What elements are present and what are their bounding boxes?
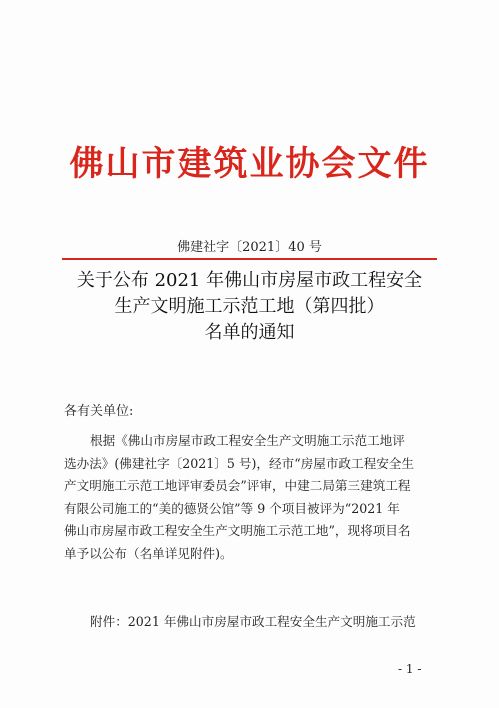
red-divider-line bbox=[62, 258, 437, 260]
document-header-title: 佛山市建筑业协会文件 bbox=[69, 144, 430, 184]
body-paragraph bbox=[64, 430, 436, 565]
notice-title-line: 关于公布 2021 年佛山市房屋市政工程安全 bbox=[76, 270, 423, 291]
body-line: 单予以公布（名单详见附件)。 bbox=[64, 545, 233, 561]
document-number: 佛建社字〔2021〕40 号 bbox=[177, 240, 322, 255]
body-line: 根据《佛山市房屋市政工程安全生产文明施工示范工地评 bbox=[90, 433, 405, 448]
notice-title bbox=[0, 268, 499, 346]
attachment-line: 附件：2021 年佛山市房屋市政工程安全生产文明施工示范 bbox=[90, 614, 416, 629]
body-line: 佛山市房屋市政工程安全生产文明施工示范工地”，现将项目名 bbox=[64, 523, 411, 538]
body-line: 有限公司施工的“美的德贤公馆”等 9 个项目被评为“2021 年 bbox=[64, 500, 400, 516]
body-line: 产文明施工示范工地评审委员会”评审，中建二局第三建筑工程 bbox=[64, 478, 411, 493]
notice-title-line: 生产文明施工示范工地（第四批） bbox=[114, 296, 385, 317]
page-number: - 1 - bbox=[398, 662, 422, 676]
body-line: 选办法》(佛建社字〔2021〕5 号)，经市“房屋市政工程安全生 bbox=[64, 455, 414, 471]
salutation: 各有关单位: bbox=[64, 404, 134, 419]
notice-title-line: 名单的通知 bbox=[204, 322, 295, 343]
